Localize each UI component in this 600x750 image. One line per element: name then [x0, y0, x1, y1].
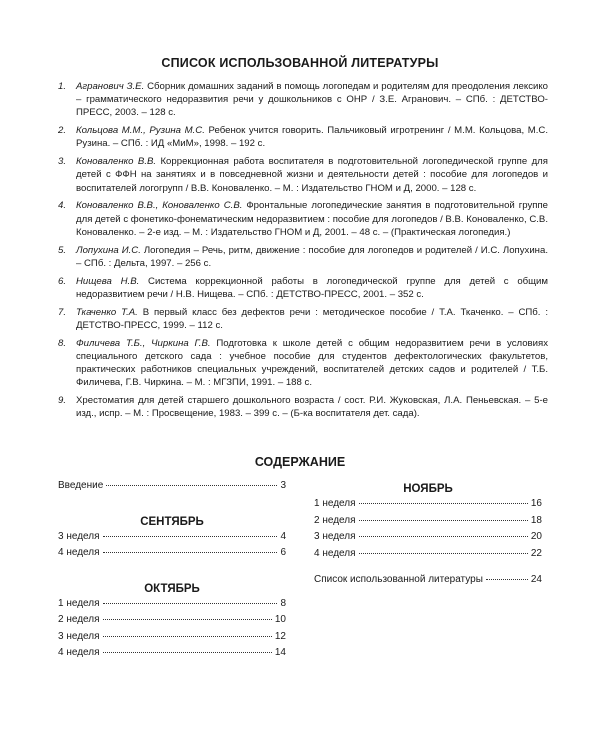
item-number: 6.: [58, 275, 67, 287]
toc-entry-page: 6: [280, 547, 286, 558]
toc-entry-page: 18: [530, 514, 542, 526]
item-number: 2.: [58, 125, 67, 137]
item-text: Хрестоматия для детей старшего дошкольного возраста / сост. Р.И. Жуковская, Л.А. Пеньевская. – 5-е изд., испр. – М. : Просвещение, 1983. – 399 с. – (Б-ка воспитателя дет. сада).: [76, 395, 548, 420]
toc-entry-page: 22: [530, 547, 542, 559]
toc-entry[interactable]: [58, 531, 286, 548]
toc-entry-label: Введение: [58, 480, 104, 491]
toc-title: СОДЕРЖАНИЕ: [254, 455, 346, 469]
bibliography-title: СПИСОК ИСПОЛЬЗОВАННОЙ ЛИТЕРАТУРЫ: [161, 56, 439, 70]
dot-leader: [103, 603, 278, 604]
bibliography-item: [58, 394, 548, 420]
item-number: 5.: [58, 244, 67, 256]
item-text: Фронтальные логопедические занятия в подготовительной группе для детей с фонетико-фонематическим недоразвитием : пособие для логопедов / В.В. Коноваленко, С.В. Коноваленко. – 2-е изд. – М. : Издательство ГНОМ и Д, 2001. – 48 с. – (Практическая логопедия.): [76, 200, 548, 238]
toc-entry-label: Список использованной литературы: [314, 574, 483, 585]
toc-entry-page: 20: [530, 531, 542, 542]
toc-entry[interactable]: [58, 614, 286, 631]
bibliography-item: [58, 337, 548, 390]
item-author: Ткаченко Т.А.: [76, 306, 138, 318]
bibliography-item: [58, 275, 548, 301]
dot-leader: [103, 652, 272, 653]
toc-entry[interactable]: [314, 548, 542, 565]
toc-left-column: [58, 480, 286, 664]
toc-entry[interactable]: [314, 498, 542, 515]
toc-entry[interactable]: [314, 515, 542, 532]
dot-leader: [486, 579, 528, 580]
dot-leader: [359, 536, 528, 537]
item-author: Филичева Т.Б., Чиркина Г.В.: [76, 337, 211, 349]
toc-entry-page: 12: [274, 630, 286, 642]
toc-entry-label: 3 неделя: [314, 531, 356, 542]
toc-entry-label: 2 неделя: [314, 514, 356, 526]
toc-entry-label: 4 неделя: [58, 547, 100, 558]
item-text: Подготовка к школе детей с общим недоразвитием речи в условиях специального детского сада : учебное пособие для студентов дефектологических факультетов, практических работников специальных учреждений, воспитателей детских садов и родителей / Т.Б. Филичева, Г.В. Чиркина. – М. : МГЗПИ, 1991. – 188 с.: [76, 337, 548, 389]
toc-entry-label: 3 неделя: [58, 630, 100, 642]
toc-entry-page: 8: [280, 597, 286, 609]
item-author: Нищева Н.В.: [76, 275, 140, 287]
item-text: В первый класс без дефектов речи : методическое пособие / Т.А. Ткаченко. – СПб. : ДЕТСТВО-ПРЕСС, 1999. – 112 с.: [76, 306, 548, 331]
dot-leader: [359, 553, 528, 554]
toc-entry[interactable]: [58, 598, 286, 615]
dot-leader: [359, 503, 528, 504]
toc-entry[interactable]: [58, 547, 286, 564]
month-heading-november: НОЯБРЬ: [403, 483, 453, 495]
item-text: Логопедия – Речь, ритм, движение : пособие для логопедов и родителей / И.С. Лопухина. – СПб. : Дельта, 1997. – 256 с.: [76, 244, 548, 269]
dot-leader: [359, 520, 528, 521]
bibliography-item: [58, 306, 548, 332]
toc-entry-page: 24: [530, 574, 542, 585]
dot-leader: [103, 619, 272, 620]
item-number: 9.: [58, 395, 67, 407]
dot-leader: [106, 485, 277, 486]
toc-entry-label: 3 неделя: [58, 530, 100, 542]
toc-entry-page: 10: [274, 614, 286, 625]
item-text: Ребенок учится говорить. Пальчиковый игротренинг / М.М. Кольцова, М.С. Рузина. – СПб. : ИД «МиМ», 1998. – 192 с.: [76, 125, 548, 150]
toc-entry-intro[interactable]: [58, 480, 286, 497]
toc-entry-bibliography[interactable]: [314, 574, 542, 591]
item-author: Коноваленко В.В., Коноваленко С.В.: [76, 200, 243, 212]
item-number: 7.: [58, 306, 67, 318]
bibliography-list: [58, 80, 548, 425]
bibliography-item: [58, 155, 548, 195]
toc-entry-label: 1 неделя: [58, 597, 100, 609]
toc-entry[interactable]: [314, 531, 542, 548]
toc-right-column: [314, 480, 542, 591]
item-author: Агранович З.Е.: [76, 81, 145, 92]
toc-entry-page: 4: [280, 530, 286, 542]
dot-leader: [103, 636, 272, 637]
item-author: Кольцова М.М., Рузина М.С.: [76, 125, 205, 137]
month-heading-october: ОКТЯБРЬ: [144, 582, 200, 595]
item-text: Коррекционная работа воспитателя в подготовительной логопедической группе для детей с ФФН на занятиях и в повседневной жизни и деятельности детей : пособие для логопедов и воспитателей логогрупп / В.В. Коноваленко. – М. : Издательство ГНОМ и Д, 2000. – 128 с.: [76, 156, 548, 194]
item-number: 4.: [58, 200, 67, 212]
item-text: Система коррекционной работы в логопедической группе для детей с общим недоразвитием речи / Н.В. Нищева. – СПб. : ДЕТСТВО-ПРЕСС, 2001. – 352 с.: [76, 275, 548, 300]
bibliography-item: [58, 124, 548, 150]
toc-entry-page: 16: [530, 498, 542, 509]
item-number: 8.: [58, 337, 67, 349]
dot-leader: [103, 536, 278, 537]
bibliography-item: [58, 80, 548, 120]
toc-entry-page: 3: [280, 480, 286, 491]
toc-entry-label: 2 неделя: [58, 614, 100, 625]
toc-entry-page: 14: [274, 647, 286, 658]
item-number: 3.: [58, 156, 67, 168]
dot-leader: [103, 552, 278, 553]
bibliography-item: [58, 199, 548, 239]
item-author: Коноваленко В.В.: [76, 156, 157, 168]
item-text: Сборник домашних заданий в помощь логопедам и родителям для преодоления лексико – грамматического недоразвития речи у дошкольников с ОНР / З.Е. Агранович. – СПб. : ДЕТСТВО-ПРЕСС, 2003. – 128 с.: [76, 81, 548, 119]
toc-entry-label: 1 неделя: [314, 498, 356, 509]
toc-entry-label: 4 неделя: [58, 647, 100, 658]
toc-entry[interactable]: [58, 631, 286, 648]
toc-entry-label: 4 неделя: [314, 547, 356, 559]
toc-entry[interactable]: [58, 647, 286, 664]
item-number: 1.: [58, 81, 67, 92]
month-heading-september: СЕНТЯБРЬ: [140, 515, 204, 528]
bibliography-item: [58, 244, 548, 270]
item-author: Лопухина И.С.: [76, 244, 141, 256]
